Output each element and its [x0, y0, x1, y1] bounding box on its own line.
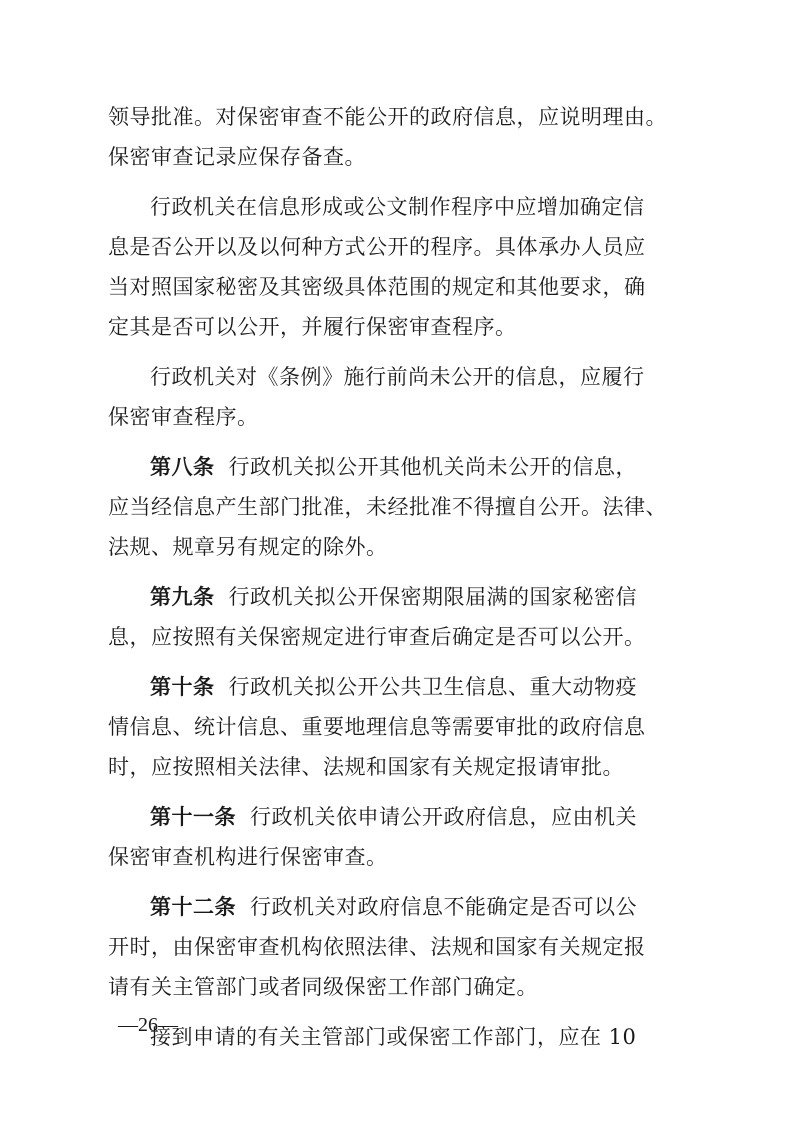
text-line — [108, 667, 674, 707]
paragraph — [108, 1017, 674, 1057]
text-line: 请有关主管部门或者同级保密工作部门确定。 — [108, 975, 538, 999]
article-text: 行政机关依申请公开政府信息，应由机关 — [250, 805, 637, 829]
text-line: 保密审查程序。 — [108, 405, 259, 429]
article-12 — [108, 887, 674, 1007]
article-label: 第十条 — [150, 675, 215, 699]
paragraph-continuation — [108, 97, 674, 177]
article-text: 行政机关拟公开保密期限届满的国家秘密信 — [228, 585, 637, 609]
text-line: 保密审查机构进行保密审查。 — [108, 845, 388, 869]
text-line: 接到申请的有关主管部门或保密工作部门，应在 10 — [150, 1025, 637, 1049]
text-line: 息，应按照有关保密规定进行审查后确定是否可以公开。 — [108, 625, 646, 649]
article-9 — [108, 577, 674, 657]
paragraph — [108, 357, 674, 437]
article-label: 第九条 — [150, 585, 215, 609]
text-line: 法规、规章另有规定的除外。 — [108, 535, 388, 559]
text-line: 开时，由保密审查机构依照法律、法规和国家有关规定报 — [108, 935, 646, 959]
text-line: 应当经信息产生部门批准，未经批准不得擅自公开。法律、 — [108, 495, 667, 519]
page-number: —26— — [118, 1014, 178, 1036]
text-line — [108, 577, 674, 617]
article-label: 第十二条 — [150, 895, 236, 919]
text-line: 领导批准。对保密审查不能公开的政府信息，应说明理由。 — [108, 105, 667, 129]
text-line: 行政机关对《条例》施行前尚未公开的信息，应履行 — [150, 365, 645, 389]
text-line: 行政机关在信息形成或公文制作程序中应增加确定信 — [150, 195, 645, 219]
text-line: 当对照国家秘密及其密级具体范围的规定和其他要求，确 — [108, 275, 646, 299]
article-text: 行政机关拟公开公共卫生信息、重大动物疫 — [228, 675, 637, 699]
article-label: 第八条 — [150, 455, 215, 479]
paragraph — [108, 187, 674, 347]
article-11 — [108, 797, 674, 877]
article-label: 第十一条 — [150, 805, 236, 829]
document-body — [108, 97, 674, 1067]
text-line — [108, 447, 674, 487]
text-line: 时，应按照相关法律、法规和国家有关规定报请审批。 — [108, 755, 624, 779]
text-line — [108, 797, 674, 837]
text-line: 息是否公开以及以何种方式公开的程序。具体承办人员应 — [108, 235, 646, 259]
article-8 — [108, 447, 674, 567]
text-line: 保密审查记录应保存备查。 — [108, 145, 366, 169]
text-line: 定其是否可以公开，并履行保密审查程序。 — [108, 315, 517, 339]
article-10 — [108, 667, 674, 787]
text-line: 情信息、统计信息、重要地理信息等需要审批的政府信息 — [108, 715, 646, 739]
article-text: 行政机关拟公开其他机关尚未公开的信息， — [228, 455, 637, 479]
text-line — [108, 887, 674, 927]
article-text: 行政机关对政府信息不能确定是否可以公 — [250, 895, 637, 919]
